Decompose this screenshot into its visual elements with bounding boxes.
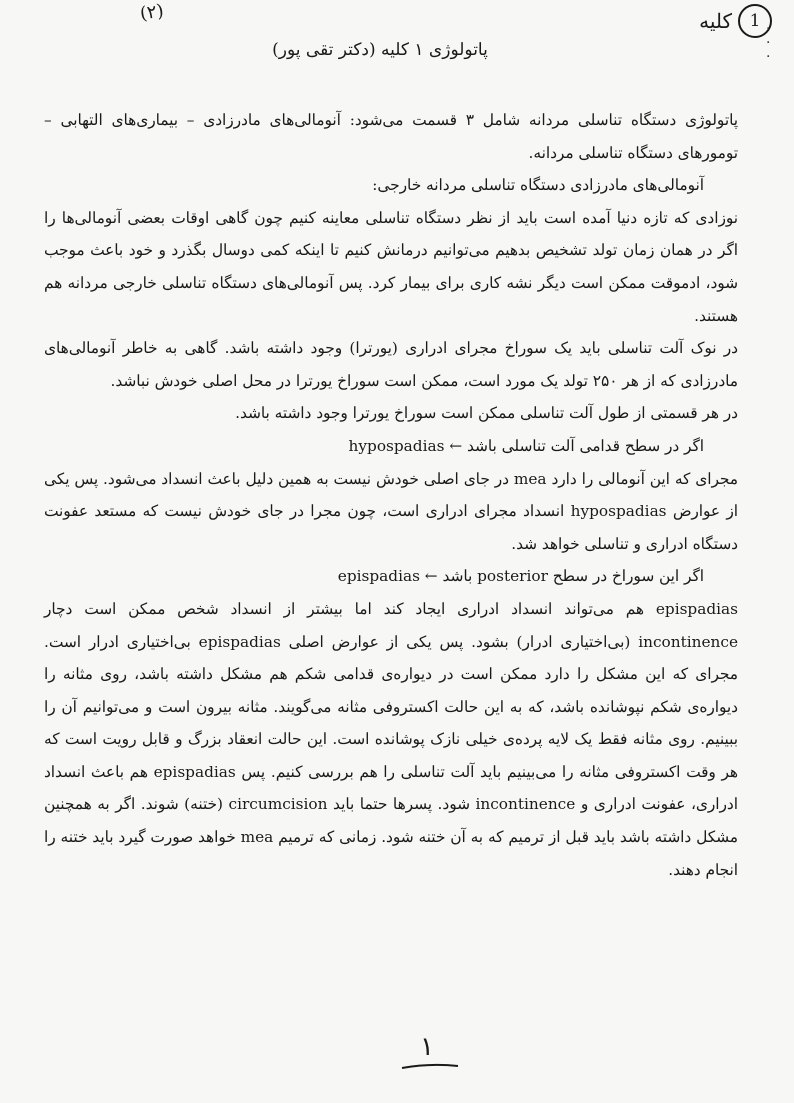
page-number-bottom: ١: [420, 1032, 434, 1062]
corner-label: [699, 4, 772, 38]
paragraph-urethra-location: در هر قسمتی از طول آلت تناسلی ممکن است سوراخ یورترا وجود داشته باشد.: [235, 404, 738, 423]
page-number-top: (٢): [138, 0, 166, 25]
footer-underline-icon: [400, 1062, 460, 1072]
corner-dots-icon: · · ·: [766, 21, 771, 65]
paragraph-epispadias: epispadias هم می‌تواند انسداد ادراری ایجاد کند اما بیشتر از انسداد شخص ممکن است دچار incontinence (بی‌اختیاری ادرار) بشود. پس یکی از عوارض اصلی epispadias بی‌اختیاری ادرار است. مجرای که این مشکل را دارد ممکن است در دیواره‌ی قدامی شکم هم مشکل داشته باشد، روی مثانه را دیواره‌ی شکم نپوشانده باشد، که به این حالت اکستروفی مثانه می‌گویند. مثانه بیرون است و می‌توانیم آن را ببینیم. روی مثانه فقط یک لایه پرده‌ی خیلی نازک پوشانده است. این حالت انعقاد بزرگ و قابل رویت است که هر وقت اکستروفی مثانه را می‌بینیم باید آلت تناسلی را هم بررسی کنیم. پس epispadias هم باعث انسداد ادراری، عفونت ادراری و incontinence شود. پسرها حتما باید circumcision (ختنه) شوند. اگر به همچنین مشکل داشته باشد باید قبل از ترمیم که به آن ختنه شود. زمانی که ترمیم mea خواهد صورت گیرد باید ختنه را انجام دهند.: [44, 599, 739, 879]
paragraph-epispadias-heading: اگر این سوراخ در سطح posterior باشد ← epispadias: [337, 567, 704, 586]
paragraph-intro: پاتولوژی دستگاه تناسلی مردانه شامل ۳ قسمت می‌شود: آنومالی‌های مادرزادی – بیماری‌های التهابی – تومورهای دستگاه تناسلی مردانه.: [44, 111, 738, 162]
paragraph-hypospadias-heading: اگر در سطح قدامی آلت تناسلی باشد ← hypospadias: [348, 436, 704, 455]
paragraph-urethra: در نوک آلت تناسلی باید یک سوراخ مجرای ادراری (یورترا) وجود داشته باشد. گاهی به خاطر آنومالی‌های مادرزادی که از هر ۲۵۰ تولد یک مورد است، ممکن است سوراخ یورترا در محل اصلی خودش نباشد.: [44, 339, 738, 390]
corner-number-circle: 1: [738, 4, 772, 38]
paragraph-hypospadias: مجرای که این آنومالی را دارد mea در جای اصلی خودش نیست به همین دلیل باعث انسداد می‌شود. پس یکی از عوارض hypospadias انسداد مجرای ادراری است، چون مجرا در جای خودش نیست که مستعد عفونت دستگاه ادراری و تناسلی خواهد شد.: [44, 469, 738, 553]
page-title: پاتولوژی ۱ کلیه (دکتر تقی پور): [272, 40, 488, 60]
paragraph-newborn: نوزادی که تازه دنیا آمده است باید از نظر دستگاه تناسلی معاینه کنیم چون گاهی اوقات بعضی آنومالی‌ها را اگر در همان زمان تولد تشخیص بدهیم می‌توانیم درمانش کنیم تا اینکه کمی دوسال بگذرد و خود باعث موجب شود، ادموقت ممکن است دیگر نشه کاری برای بیمار کرد. پس آنومالی‌های دستگاه تناسلی خارجی مردانه هم هستند.: [44, 208, 738, 325]
handwritten-body: [44, 104, 738, 886]
paragraph-heading-anomalies: آنومالی‌های مادرزادی دستگاه تناسلی مردانه خارجی:: [372, 176, 704, 195]
corner-word: کلیه: [699, 9, 732, 33]
